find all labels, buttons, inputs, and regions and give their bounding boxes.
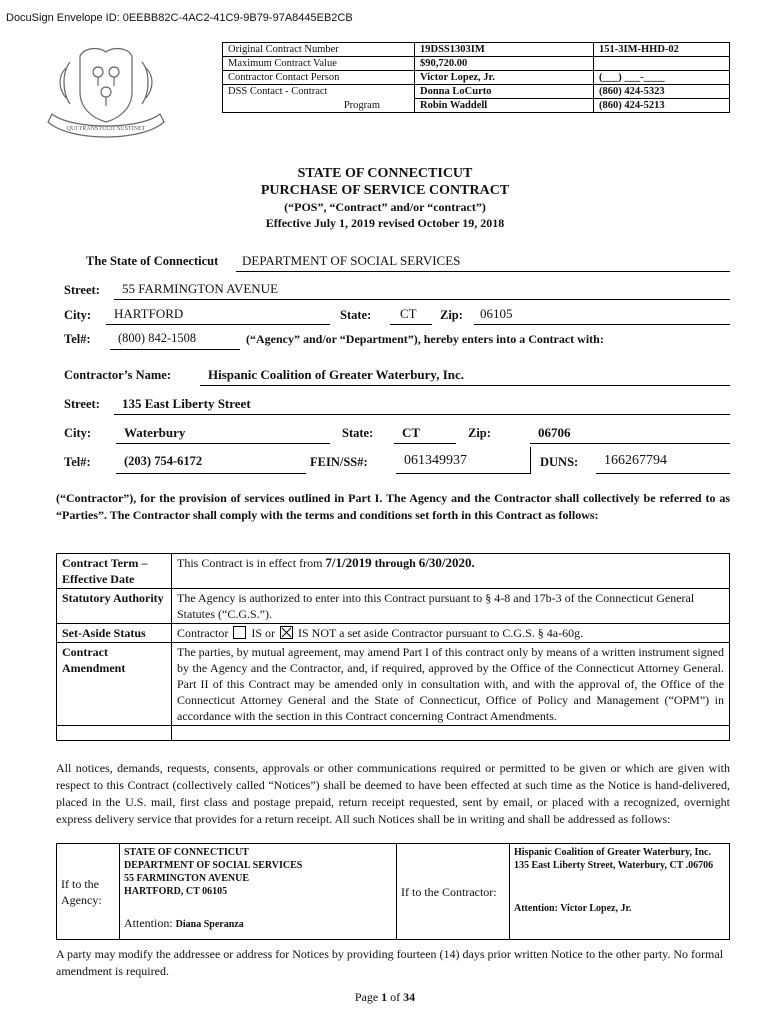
notices-paragraph: All notices, demands, requests, consents, approvals or other communications required or permitted to be given or which are given with respect to this Contract (collectively called “Notices”) shall be deemed to have been effected at such time as the Notice is hand-delivered, placed in the U.S. mail, first class and postage prepaid, return receipt requested, sent by email, or placed with a recognized, overnight express delivery service that provides for a return receipt. All such Notices shall be in writing and shall be addressed as follows: (56, 761, 730, 826)
contractor-city: Waterbury (124, 425, 186, 440)
value-max-value: $90,720.00 (415, 57, 594, 71)
page-word: Page (354, 990, 379, 1004)
value-program: Robin Waddell (415, 99, 594, 113)
empty-cell (57, 726, 172, 741)
agency-intro: The State of Connecticut (86, 254, 219, 268)
contractor-zip-line (530, 443, 730, 444)
table-row (57, 624, 730, 643)
label-dss-contact: DSS Contact - Contract (223, 85, 415, 99)
term-through: through (374, 556, 416, 570)
notices-table (56, 843, 730, 940)
state-seal-logo (40, 42, 172, 142)
term-start: 7/1/2019 (325, 555, 372, 570)
agency-street-label: Street: (64, 283, 100, 297)
contractor-fein: 061349937 (404, 453, 467, 468)
table-row (57, 643, 730, 726)
extra-contact-person: (___) ___-____ (594, 71, 730, 85)
contractor-tel-line (116, 473, 306, 474)
contractor-fein-line (396, 473, 530, 474)
extra-program: (860) 424-5213 (594, 99, 730, 113)
contractor-line: Hispanic Coalition of Greater Waterbury, Inc. (514, 847, 711, 858)
is-checkbox[interactable] (233, 626, 246, 639)
page-number: 1 (381, 990, 388, 1004)
agency-state-line (390, 324, 432, 325)
agency-tel: (800) 842-1508 (118, 331, 197, 345)
value-contact-person: Victor Lopez, Jr. (415, 71, 594, 85)
statutory-label: Statutory Authority (57, 589, 172, 624)
agency-zip-line (474, 324, 730, 325)
setaside-pre: Contractor (177, 626, 229, 640)
label-contact-person: Contractor Contact Person (223, 71, 415, 85)
table-row (57, 554, 730, 589)
contractor-duns: 166267794 (604, 453, 667, 468)
contractor-state: CT (402, 425, 421, 440)
contractor-zip-label: Zip: (468, 426, 491, 440)
agency-city-line (106, 324, 330, 325)
agency-city-label: City: (64, 308, 92, 322)
extra-max-value (594, 57, 730, 71)
contractor-street: 135 East Liberty Street (122, 396, 251, 411)
label-max-value: Maximum Contract Value (223, 57, 415, 71)
contract-info-table (222, 42, 730, 113)
contractor-tel-label: Tel#: (64, 455, 91, 469)
label-program: Program (223, 99, 415, 113)
agency-line: 55 FARMINGTON AVENUE (124, 873, 250, 884)
contractor-state-label: State: (342, 426, 374, 440)
contractor-zip: 06706 (538, 425, 571, 440)
notice-agency-label: If to the Agency: (57, 844, 120, 940)
agency-name-line (236, 271, 730, 272)
term-end: 6/30/2020. (418, 555, 475, 570)
setaside-cell (172, 624, 730, 643)
agency-enters-text: (“Agency” and/or “Department”), hereby enters into a Contract with: (246, 332, 604, 346)
agency-line: DEPARTMENT OF SOCIAL SERVICES (124, 860, 303, 871)
notice-contractor-label: If to the Contractor: (397, 844, 510, 940)
notice-agency-address (120, 844, 397, 940)
agency-street: 55 FARMINGTON AVENUE (122, 281, 279, 296)
contractor-name-label: Contractor’s Name: (64, 368, 172, 382)
amendment-text: The parties, by mutual agreement, may amend Part I of this contract only by means of a written instrument signed by the Agency and the Contractor, and, if required, approved by the Office of the Connecticut Attorney General. Part II of this Contract may be amended only in consultation with, and with the approval of, the Office of the Connecticut Attorney General and the State of Connecticut, Office of Policy and Management (“OPM”) in accordance with the section in this Contract concerning Contract Amendments. (172, 643, 730, 726)
seal-motto: QUI TRANSTULIT SUSTINET (66, 126, 146, 132)
agency-line: HARTFORD, CT 06105 (124, 886, 228, 897)
agency-tel-line (110, 349, 240, 350)
modify-paragraph: A party may modify the addressee or address for Notices by providing fourteen (14) days prior written Notice to the other party. No formal amendment is required. (56, 947, 724, 978)
agency-attention-label: Attention: (124, 916, 173, 930)
title-effective: Effective July 1, 2019 revised October 19, 2018 (265, 216, 505, 230)
contractor-name-line (200, 385, 730, 386)
contractor-city-label: City: (64, 426, 92, 440)
term-cell (172, 554, 730, 589)
label-original-contract: Original Contract Number (223, 43, 415, 57)
title-pos: PURCHASE OF SERVICE CONTRACT (260, 183, 510, 198)
contractor-duns-line (596, 473, 730, 474)
table-row (57, 726, 730, 741)
of-word: of (390, 990, 401, 1004)
agency-zip: 06105 (480, 306, 513, 321)
envelope-id: DocuSign Envelope ID: 0EEBB82C-4AC2-41C9-9B79-97A8445EB2CB (6, 12, 353, 24)
agency-line: STATE OF CONNECTICUT (124, 847, 249, 858)
page-footer (0, 990, 770, 1005)
empty-cell (172, 726, 730, 741)
table-row (223, 71, 730, 85)
agency-street-line (114, 299, 730, 300)
notice-contractor-address (510, 844, 730, 940)
contractor-street-label: Street: (64, 397, 100, 411)
agency-city: HARTFORD (114, 306, 184, 321)
table-row (223, 43, 730, 57)
duns-divider (530, 447, 531, 474)
extra-original-contract: 151-3IM-HHD-02 (594, 43, 730, 57)
extra-dss-contact: (860) 424-5323 (594, 85, 730, 99)
table-row (57, 589, 730, 624)
agency-tel-label: Tel#: (64, 332, 91, 346)
setaside-label: Set-Aside Status (57, 624, 172, 643)
contractor-state-line (394, 443, 456, 444)
terms-table (56, 553, 730, 741)
title-state: STATE OF CONNECTICUT (297, 166, 473, 181)
agency-name: DEPARTMENT OF SOCIAL SERVICES (242, 253, 461, 268)
contractor-line: 135 East Liberty Street, Waterbury, CT .06706 (514, 860, 714, 871)
statutory-text: The Agency is authorized to enter into this Contract pursuant to § 4-8 and 17b-3 of the Connecticut General Statutes (“C.G.S.”). (172, 589, 730, 624)
amendment-label: Contract Amendment (57, 643, 172, 726)
contractor-fein-label: FEIN/SS#: (310, 455, 368, 469)
agency-attention-name: Diana Speranza (175, 919, 244, 930)
contractor-name: Hispanic Coalition of Greater Waterbury, Inc. (208, 367, 465, 382)
table-row (223, 57, 730, 71)
term-prefix: This Contract is in effect from (177, 556, 323, 570)
table-row (223, 85, 730, 99)
agency-state: CT (400, 306, 417, 321)
value-original-contract: 19DSS1303IM (415, 43, 594, 57)
contractor-attention: Attention: Victor Lopez, Jr. (514, 903, 632, 914)
title-aliases: (“POS”, “Contract” and/or “contract”) (284, 200, 486, 214)
table-row (57, 844, 730, 940)
setaside-isnot: IS NOT a set aside Contractor pursuant to C.G.S. § 4a-60g. (298, 626, 584, 640)
setaside-is: IS or (251, 626, 275, 640)
term-label: Contract Term – Effective Date (57, 554, 172, 589)
contractor-tel: (203) 754-6172 (124, 454, 203, 468)
parties-paragraph: (“Contractor”), for the provision of services outlined in Part I. The Agency and the Contractor shall collectively be referred to as “Parties”. The Contractor shall comply with the terms and conditions set forth in this Contract as follows: (56, 491, 730, 522)
value-dss-contact: Donna LoCurto (415, 85, 594, 99)
contractor-duns-label: DUNS: (540, 455, 579, 469)
contractor-street-line (114, 414, 730, 415)
agency-zip-label: Zip: (440, 308, 463, 322)
page-total: 34 (403, 990, 416, 1004)
agency-state-label: State: (340, 308, 372, 322)
contractor-city-line (116, 443, 330, 444)
table-row (223, 99, 730, 113)
is-not-checkbox[interactable] (280, 626, 293, 639)
